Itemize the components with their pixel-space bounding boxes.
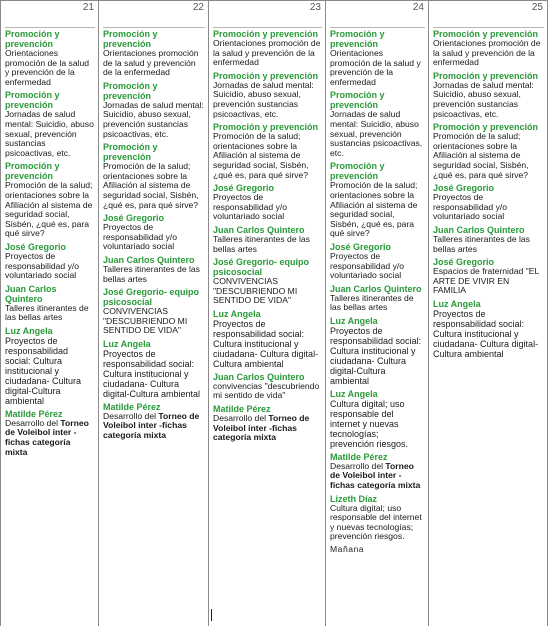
activity-heading: Juan Carlos Quintero <box>103 254 195 265</box>
activity-text: Espacios de fraternidad "EL ARTE DE VIVIR EN FAMILIA <box>433 266 539 296</box>
activity-description <box>103 307 205 336</box>
day-entries <box>330 27 425 558</box>
activity-heading: José Gregorio- equipo psicosocial <box>103 287 200 308</box>
activity-heading: Promoción y prevención <box>5 29 60 49</box>
activity-description <box>5 419 95 457</box>
activity-entry <box>5 326 95 406</box>
activity-entry <box>5 242 95 281</box>
activity-description <box>330 399 425 449</box>
day-number: 25 <box>531 2 543 13</box>
activity-heading: José Gregorio <box>433 183 495 194</box>
activity-heading: Matilde Pérez <box>103 401 161 412</box>
day-entries <box>433 27 544 362</box>
activity-description <box>103 49 205 78</box>
activity-text: Talleres itinerantes de las bellas artes <box>5 302 89 323</box>
activity-heading: Promoción y prevención <box>330 90 385 111</box>
activity-description <box>213 414 322 443</box>
activity-entry <box>330 161 425 239</box>
activity-text: Desarrollo del <box>213 413 269 424</box>
activity-entry <box>103 142 205 210</box>
activity-entry <box>213 71 322 119</box>
activity-description <box>5 181 95 239</box>
activity-strong-text: Torneo de Voleibol inter -fichas categoría mixta <box>213 413 310 443</box>
activity-heading: Luz Angela <box>330 315 378 326</box>
activity-text: Proyectos de responsabilidad y/o voluntariado social <box>433 192 508 222</box>
day-column-22 <box>98 0 208 626</box>
activity-entry <box>330 494 425 542</box>
activity-description <box>103 162 205 210</box>
activity-heading: José Gregorio- equipo psicosocial <box>213 257 310 278</box>
activity-text: convivencias "descubriendo mi sentido de vida" <box>213 380 320 401</box>
activity-description <box>213 277 322 306</box>
activity-description <box>213 382 322 401</box>
activity-description <box>433 309 544 359</box>
day-number: 24 <box>412 2 424 13</box>
activity-description <box>433 267 544 296</box>
activity-entry <box>103 81 205 139</box>
activity-text: Proyectos de responsabilidad y/o voluntariado social <box>213 192 288 222</box>
activity-heading: José Gregorio <box>5 241 67 252</box>
activity-text: Talleres itinerantes de las bellas artes <box>103 263 200 284</box>
day-entries <box>213 27 322 446</box>
activity-heading: Luz Angela <box>213 308 261 319</box>
activity-heading: Promoción y prevención <box>433 122 539 133</box>
activity-entry <box>213 372 322 401</box>
activity-entry <box>330 90 425 158</box>
activity-heading: Promoción y prevención <box>213 70 319 81</box>
activity-heading: Promoción y prevención <box>5 161 60 182</box>
activity-text: Promoción de la salud; orientaciones sobre la Afiliación al sistema de seguridad social, Sisbén, ¿qué es, para qué sirve? <box>5 180 93 239</box>
activity-description <box>330 326 425 386</box>
activity-entry <box>213 29 322 68</box>
activity-text: Proyectos de responsabilidad y/o voluntariado social <box>103 222 178 252</box>
activity-heading: José Gregorio <box>330 241 392 252</box>
activity-heading: José Gregorio <box>433 257 495 268</box>
activity-description <box>330 462 425 491</box>
activity-description <box>5 110 95 158</box>
activity-strong-text: Torneo de Voleibol inter -fichas categoría mixta <box>5 417 89 457</box>
activity-text: Cultura digital; uso responsable del internet y nuevas tecnologías; prevención riesgos. <box>330 398 409 449</box>
activity-entry <box>433 71 544 119</box>
activity-entry <box>213 122 322 180</box>
activity-heading: Promoción y prevención <box>330 161 385 182</box>
activity-entry <box>213 225 322 254</box>
activity-text: Jornadas de salud mental: Suicidio, abuso sexual, prevención sustancias psicoactivas, etc. <box>213 79 314 119</box>
activity-heading: Luz Angela <box>103 338 151 349</box>
activity-description <box>5 252 95 281</box>
activity-heading: Juan Carlos Quintero <box>330 283 422 294</box>
activity-text: Jornadas de salud mental: Suicidio, abuso sexual, prevención sustancias psicoactivas, etc. <box>433 79 534 119</box>
day-column-23 <box>208 0 325 626</box>
day-entries <box>5 27 95 460</box>
activity-description <box>213 132 322 180</box>
activity-entry <box>5 90 95 158</box>
day-entries <box>103 27 205 444</box>
activity-heading: Luz Angela <box>330 388 378 399</box>
activity-entry <box>433 29 544 68</box>
day-column-24 <box>325 0 428 626</box>
activity-text: Cultura digital; uso responsable del internet y nuevas tecnologías; prevención riesgos. <box>330 502 422 542</box>
activity-description <box>213 81 322 119</box>
activity-text: Proyectos de responsabilidad y/o voluntariado social <box>330 250 405 281</box>
activity-description <box>433 39 544 68</box>
activity-heading: Promoción y prevención <box>5 90 60 111</box>
activity-description <box>213 39 322 68</box>
activity-text: Orientaciones promoción de la salud y prevención de la enfermedad <box>103 48 199 78</box>
activity-entry <box>213 257 322 306</box>
activity-description <box>103 101 205 139</box>
activity-entry <box>433 183 544 222</box>
activity-description <box>103 265 205 284</box>
activity-heading: José Gregorio <box>213 183 275 194</box>
activity-text: Desarrollo del <box>103 410 159 421</box>
activity-text: CONVIVENCIAS "DESCUBRIENDO MI SENTIDO DE VIDA" <box>213 276 298 306</box>
activity-description <box>330 181 425 239</box>
activity-entry <box>103 29 205 78</box>
activity-description <box>103 223 205 252</box>
activity-heading: Matilde Pérez <box>213 404 271 415</box>
activity-heading: Luz Angela <box>433 298 481 309</box>
activity-entry <box>330 452 425 491</box>
activity-description <box>330 504 425 542</box>
activity-text: Desarrollo del <box>330 460 386 471</box>
activity-text: Promoción de la salud; orientaciones sobre la Afiliación al sistema de seguridad social, Sisbén, ¿qué es, para qué sirve? <box>103 161 199 210</box>
activity-entry <box>103 255 205 284</box>
activity-entry <box>213 404 322 443</box>
day-number: 21 <box>82 2 94 13</box>
activity-description <box>433 193 544 222</box>
activity-text: Promoción de la salud; orientaciones sobre la Afiliación al sistema de seguridad social, Sisbén, ¿qué es, para qué sirve? <box>330 180 418 239</box>
activity-heading: Promoción y prevención <box>433 29 539 39</box>
activity-entry <box>213 183 322 222</box>
activity-text: Orientaciones promoción de la salud y prevención de la enfermedad <box>330 48 421 87</box>
activity-text: Proyectos de responsabilidad social: Cultura institucional y ciudadana- Cultura digital-Cultura ambiental <box>103 348 201 399</box>
activity-description <box>330 294 425 313</box>
activity-heading: Promoción y prevención <box>213 122 319 133</box>
activity-entry <box>103 402 205 441</box>
activity-description <box>213 319 322 369</box>
activity-entry <box>433 299 544 359</box>
activity-text: CONVIVENCIAS "DESCUBRIENDO MI SENTIDO DE VIDA" <box>103 306 188 336</box>
activity-description <box>213 193 322 222</box>
activity-entry <box>103 213 205 252</box>
activity-entry <box>5 409 95 457</box>
day-column-21 <box>0 0 98 626</box>
activity-heading: Promoción y prevención <box>433 70 539 81</box>
activity-entry <box>103 339 205 399</box>
activity-heading: Promoción y prevención <box>103 29 158 49</box>
activity-text: Proyectos de responsabilidad social: Cultura institucional y ciudadana- Cultura digital-Cultura ambiental <box>213 318 319 369</box>
activity-heading: Lizeth Díaz <box>330 493 378 504</box>
activity-entry <box>433 122 544 180</box>
day-number: 22 <box>192 2 204 13</box>
activity-text: Jornadas de salud mental: Suicidio, abuso sexual, prevención sustancias psicoactivas, etc. <box>103 99 204 139</box>
activity-entry <box>433 225 544 254</box>
activity-entry <box>433 257 544 296</box>
activity-text: Jornadas de salud mental: Suicidio, abuso sexual, prevención sustancias psicoactivas, etc. <box>330 109 423 158</box>
activity-entry <box>330 29 425 87</box>
activity-description <box>433 81 544 119</box>
activity-text: Orientaciones promoción de la salud y prevención de la enfermedad <box>5 48 90 87</box>
activity-description <box>103 412 205 441</box>
activity-heading: José Gregorio <box>103 213 165 224</box>
text-cursor <box>211 609 212 621</box>
activity-description <box>5 336 95 406</box>
activity-strong-text: Torneo de Voleibol inter -fichas categoría mixta <box>103 410 200 441</box>
activity-description <box>103 349 205 399</box>
activity-heading: Matilde Pérez <box>5 408 63 419</box>
activity-text: Proyectos de responsabilidad social: Cultura institucional y ciudadana- Cultura digital-Cultura ambiental <box>330 325 422 386</box>
activity-entry <box>330 242 425 281</box>
activity-entry <box>5 161 95 239</box>
activity-description <box>213 235 322 254</box>
activity-text: Desarrollo del <box>5 417 61 428</box>
activity-description <box>433 235 544 254</box>
activity-heading: Juan Carlos Quintero <box>213 371 305 382</box>
activity-text: Talleres itinerantes de las bellas artes <box>213 233 310 254</box>
activity-entry <box>330 389 425 449</box>
activity-text: Orientaciones promoción de la salud y prevención de la enfermedad <box>433 38 541 68</box>
activity-text: Promoción de la salud; orientaciones sobre la Afiliación al sistema de seguridad social, Sisbén, ¿qué es, para qué sirve? <box>213 131 309 180</box>
activity-entry <box>330 284 425 313</box>
activity-description <box>433 132 544 180</box>
activity-heading: Promoción y prevención <box>213 29 319 39</box>
activity-text: Orientaciones promoción de la salud y prevención de la enfermedad <box>213 38 321 68</box>
day-number: 23 <box>309 2 321 13</box>
activity-heading: Luz Angela <box>5 325 53 336</box>
activity-entry <box>103 287 205 336</box>
activity-text: Jornadas de salud mental: Suicidio, abuso sexual, prevención sustancias psicoactivas, etc. <box>5 109 94 158</box>
activity-heading: Promoción y prevención <box>103 80 158 101</box>
activity-entry <box>213 309 322 369</box>
activity-strong-text: Torneo de Voleibol inter -fichas categoría mixta <box>330 460 421 491</box>
activity-entry <box>330 316 425 386</box>
activity-text: Proyectos de responsabilidad social: Cultura institucional y ciudadana- Cultura digital-Cultura ambiental <box>433 308 539 359</box>
activity-text: Talleres itinerantes de las bellas artes <box>330 292 414 313</box>
activity-heading: Matilde Pérez <box>330 451 388 462</box>
activity-description <box>5 49 95 87</box>
activity-description <box>330 252 425 281</box>
activity-entry <box>5 284 95 323</box>
activity-heading: Promoción y prevención <box>103 142 158 163</box>
activity-description <box>330 110 425 158</box>
activity-description <box>5 304 95 323</box>
day-column-25 <box>428 0 548 626</box>
activity-text: Proyectos de responsabilidad y/o voluntariado social <box>5 250 80 281</box>
activity-heading: Juan Carlos Quintero <box>213 224 305 235</box>
activity-text: Promoción de la salud; orientaciones sobre la Afiliación al sistema de seguridad social, Sisbén, ¿qué es, para qué sirve? <box>433 131 529 180</box>
activity-heading: Promoción y prevención <box>330 29 385 49</box>
activity-text: Proyectos de responsabilidad social: Cultura institucional y ciudadana- Cultura digital-Cultura ambiental <box>5 335 82 406</box>
activity-description <box>330 49 425 87</box>
activity-entry <box>5 29 95 87</box>
activity-heading: Juan Carlos Quintero <box>433 224 525 235</box>
activity-text: Talleres itinerantes de las bellas artes <box>433 233 530 254</box>
activity-heading: Juan Carlos Quintero <box>5 283 57 304</box>
day-footer-note: Mañana <box>330 544 365 555</box>
